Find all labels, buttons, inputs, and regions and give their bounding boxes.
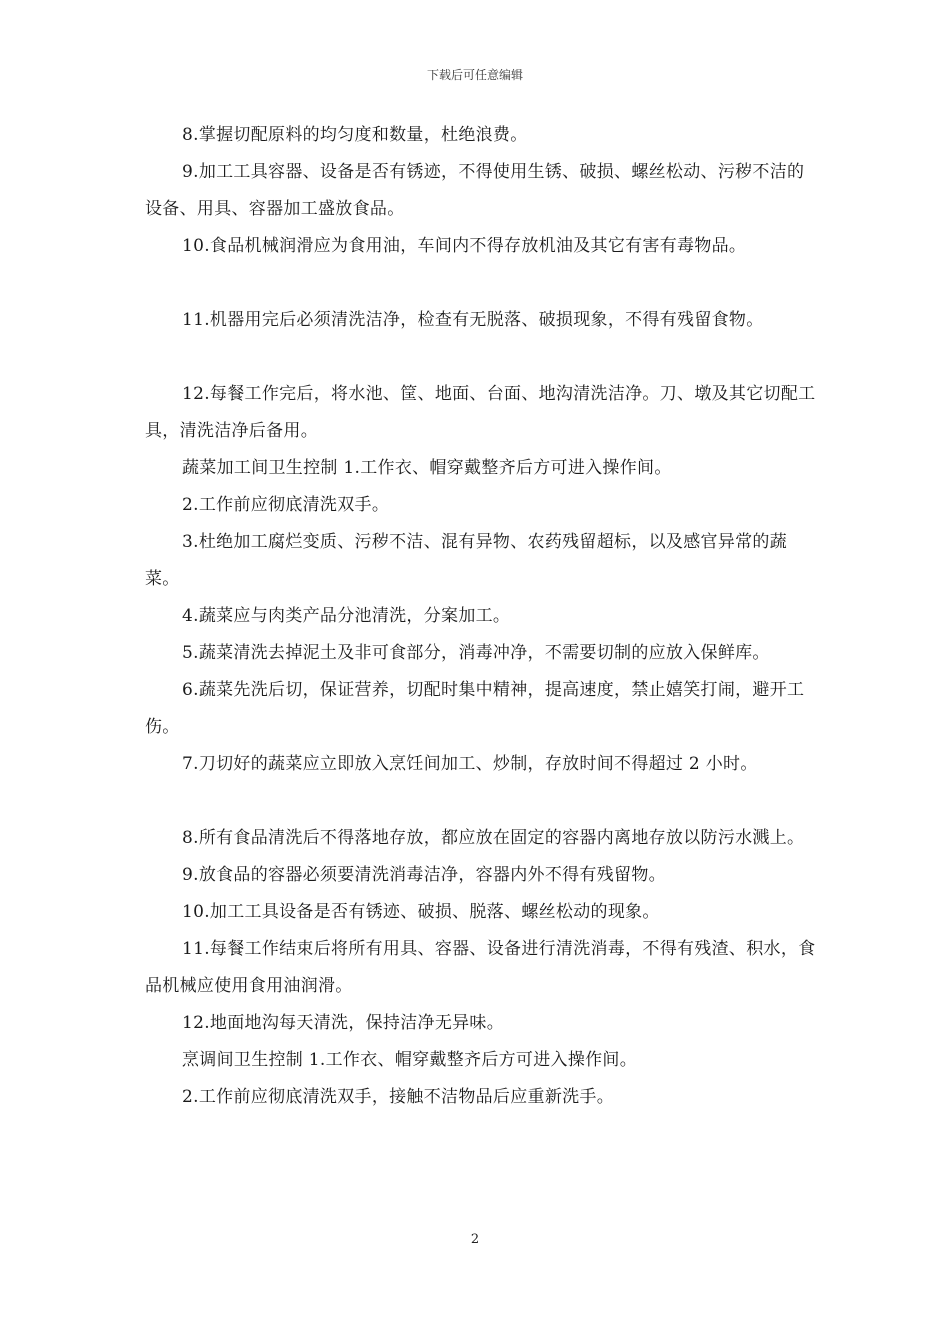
section-heading-paragraph: 蔬菜加工间卫生控制 1.工作衣、帽穿戴整齐后方可进入操作间。 (182, 458, 672, 478)
page-header: 下载后可任意编辑 (426, 68, 523, 82)
paragraph: 7.刀切好的蔬菜应立即放入烹饪间加工、炒制，存放时间不得超过 2 小时。 (182, 754, 758, 774)
paragraph: 3.杜绝加工腐烂变质、污秽不洁、混有异物、农药残留超标，以及感官异常的蔬菜。 (145, 532, 788, 589)
paragraph: 9.加工工具容器、设备是否有锈迹，不得使用生锈、破损、螺丝松动、污秽不洁的设备、用具、容器加工盛放食品。 (145, 162, 805, 219)
section-heading-paragraph: 烹调间卫生控制 1.工作衣、帽穿戴整齐后方可进入操作间。 (182, 1050, 638, 1070)
page-number: 2 (470, 1232, 480, 1247)
paragraph: 2.工作前应彻底清洗双手。 (182, 495, 390, 515)
paragraph: 11.机器用完后必须清洗洁净，检查有无脱落、破损现象，不得有残留食物。 (182, 310, 764, 330)
paragraph: 12.地面地沟每天清洗，保持洁净无异味。 (182, 1013, 505, 1033)
paragraph: 11.每餐工作结束后将所有用具、容器、设备进行清洗消毒，不得有残渣、积水，食品机械应使用食用油润滑。 (145, 939, 816, 996)
paragraph: 5.蔬菜清洗去掉泥土及非可食部分，消毒冲净，不需要切制的应放入保鲜库。 (182, 643, 770, 663)
document-body (145, 117, 820, 1116)
paragraph: 4.蔬菜应与肉类产品分池清洗，分案加工。 (182, 606, 511, 626)
paragraph: 6.蔬菜先洗后切，保证营养，切配时集中精神，提高速度，禁止嬉笑打闹，避开工伤。 (145, 680, 805, 737)
paragraph: 12.每餐工作完后，将水池、筐、地面、台面、地沟清洗洁净。刀、墩及其它切配工具，清洗洁净后备用。 (145, 384, 816, 441)
paragraph: 10.加工工具设备是否有锈迹、破损、脱落、螺丝松动的现象。 (182, 902, 660, 922)
paragraph: 8.掌握切配原料的均匀度和数量，杜绝浪费。 (182, 125, 528, 145)
paragraph: 10.食品机械润滑应为食用油，车间内不得存放机油及其它有害有毒物品。 (182, 236, 747, 256)
paragraph: 8.所有食品清洗后不得落地存放，都应放在固定的容器内离地存放以防污水溅上。 (182, 828, 805, 848)
paragraph: 2.工作前应彻底清洗双手，接触不洁物品后应重新洗手。 (182, 1087, 615, 1107)
paragraph: 9.放食品的容器必须要清洗消毒洁净，容器内外不得有残留物。 (182, 865, 666, 885)
